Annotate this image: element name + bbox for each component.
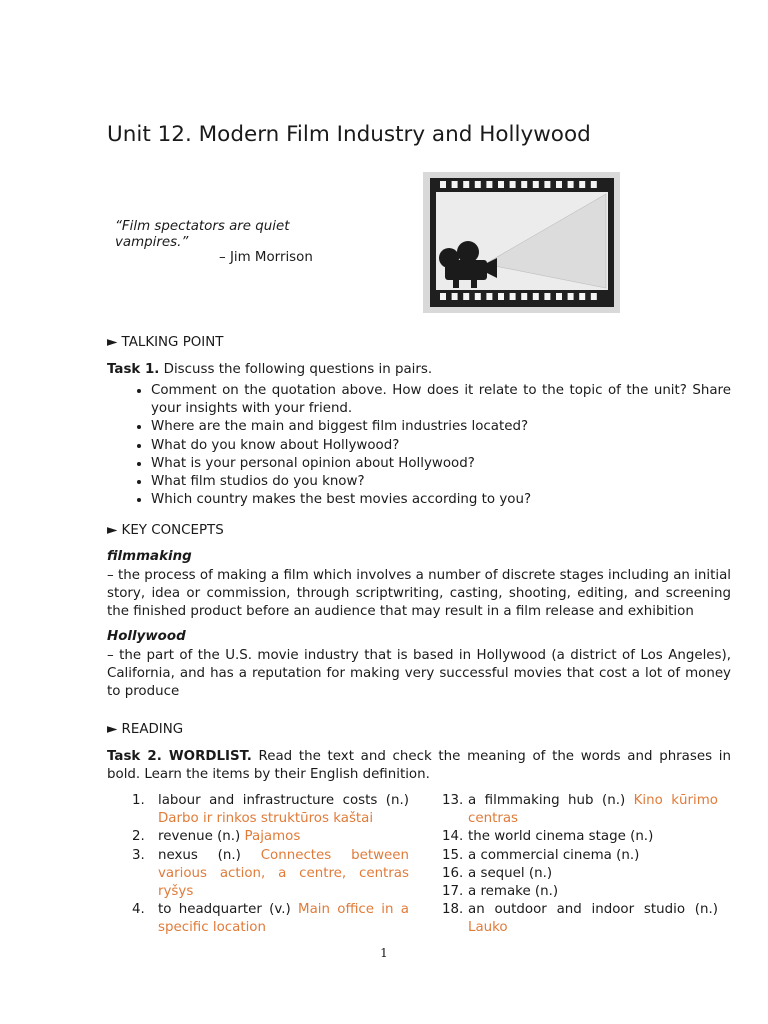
question-item: • What film studios do you know? [151,473,731,491]
sprocket-hole [556,181,562,188]
wordlist-number: 4. [132,902,145,918]
sprocket-hole [568,293,574,300]
quote-author: – Jim Morrison [219,250,313,265]
wordlist-item [132,828,409,846]
wordlist-translation: Connectes between various action, a centre, centras ryšys [158,847,409,900]
wordlist-item [442,865,718,883]
concept-definition-filmmaking: – the process of making a film which involves a number of discrete stages including an initial story, idea or commission, through scriptwriting, casting, shooting, editing, and screening the finished product before an audience that may result in a film release and exhibition [107,568,731,619]
sprocket-hole [475,181,481,188]
wordlist-term: labour and infrastructure costs (n.) [158,793,409,808]
sprocket-hole [452,181,458,188]
wordlist-item [442,792,718,828]
wordlist-number: 3. [132,847,145,863]
sprocket-hole [452,293,458,300]
wordlist-term: to headquarter (v.) [158,902,299,918]
wordlist-term: a filmmaking hub (n.) [468,793,634,808]
wordlist-number: 14. [442,829,464,845]
wordlist-item [132,792,409,828]
wordlist-term: revenue (n.) [158,829,245,845]
sprocket-hole [463,293,469,300]
wordlist-left-column [132,792,409,938]
wordlist-translation: Kino kūrimo centras [468,793,718,827]
wordlist-item [442,847,718,865]
wordlist-term: a remake (n.) [468,884,559,900]
wordlist-term: a sequel (n.) [468,865,553,881]
wordlist-translation: Lauko [468,920,508,936]
concept-definition-hollywood: – the part of the U.S. movie industry that is based in Hollywood (a district of Los Angeles), California, and has a reputation for making very successful movies that cost a lot of money to produce [107,648,731,699]
section-header-key-concepts: ► KEY CONCEPTS [107,523,224,538]
wordlist-number: 18. [442,902,464,918]
section-header-talking-point: ► TALKING POINT [107,335,224,350]
wordlist-translation: Pajamos [244,829,301,845]
wordlist-number: 17. [442,884,464,900]
concept-term-filmmaking: filmmaking [107,549,192,564]
sprocket-hole [498,181,504,188]
sprocket-hole [486,293,492,300]
wordlist-term: nexus (n.) [158,847,261,863]
wordlist-term: a commercial cinema (n.) [468,847,640,863]
question-item: • Comment on the quotation above. How does it relate to the topic of the unit? Share your insights with your friend. [151,382,731,418]
wordlist-number: 16. [442,865,464,881]
film-camera-projector-icon [423,172,620,313]
wordlist-number: 2. [132,829,145,845]
concept-term-hollywood: Hollywood [107,629,186,644]
section-header-reading: ► READING [107,722,184,737]
sprocket-hole [556,293,562,300]
sprocket-hole [510,181,516,188]
question-item: • What is your personal opinion about Hollywood? [151,455,731,473]
task-2-instruction [107,748,731,784]
wordlist-item [132,847,409,902]
sprocket-hole [579,181,585,188]
sprocket-hole [440,181,446,188]
sprocket-hole [533,181,539,188]
task-1-text: Discuss the following questions in pairs. [159,362,433,377]
wordlist-number: 15. [442,847,464,863]
task-1-label: Task 1. [107,362,160,377]
wordlist-term: the world cinema stage (n.) [468,829,654,845]
task-1-instruction [107,361,731,379]
wordlist-item [442,901,718,937]
task-2-label: Task 2. WORDLIST. [107,749,252,764]
sprocket-hole [544,293,550,300]
wordlist-number: 13. [442,793,464,808]
wordlist-term: an outdoor and indoor studio (n.) [468,902,718,918]
wordlist-item [442,883,718,901]
wordlist-item [132,901,409,937]
wordlist-translation: Darbo ir rinkos struktūros kaštai [158,811,374,827]
page-title: Unit 12. Modern Film Industry and Hollywood [107,122,591,147]
wordlist-right-column [442,792,718,938]
sprocket-hole [486,181,492,188]
sprocket-hole [475,293,481,300]
sprocket-hole [591,293,597,300]
question-item: • Where are the main and biggest film industries located? [151,418,731,436]
sprocket-hole [568,181,574,188]
sprocket-hole [521,293,527,300]
sprocket-hole [510,293,516,300]
wordlist-number: 1. [132,793,145,808]
film-strip-illustration [423,172,620,313]
sprocket-hole [498,293,504,300]
task-2-text: Read the text and check the meaning of the words and phrases in bold. Learn the items by their English definition. [107,749,731,782]
discussion-questions [107,382,731,509]
sprocket-hole [440,293,446,300]
sprocket-hole [579,293,585,300]
question-item: • Which country makes the best movies according to you? [151,491,731,509]
sprocket-hole [591,181,597,188]
sprocket-hole [463,181,469,188]
sprocket-hole [533,293,539,300]
sprocket-hole [544,181,550,188]
page-number: 1 [380,946,388,960]
wordlist-item [442,828,718,846]
quote-text: “Film spectators are quiet vampires.” [115,219,290,250]
wordlist-translation: Main office in a specific location [158,902,409,936]
question-item: • What do you know about Hollywood? [151,437,731,455]
sprocket-hole [521,181,527,188]
